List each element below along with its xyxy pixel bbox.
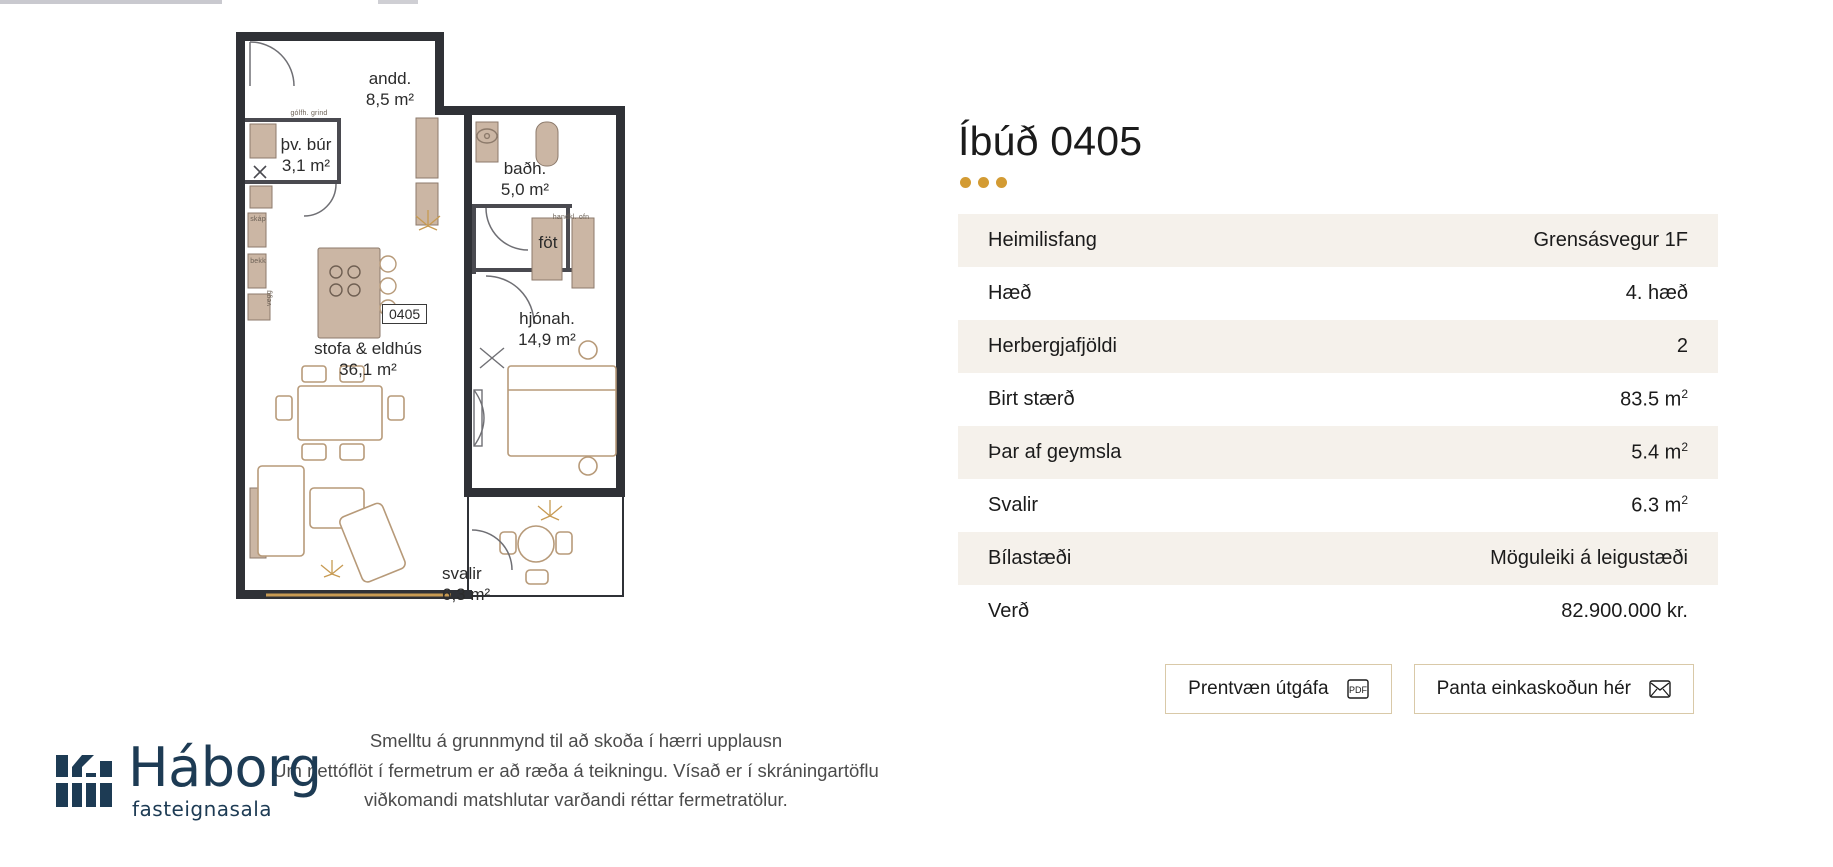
room-label-stofa-eldhus: stofa & eldhús 36,1 m² xyxy=(314,339,422,380)
table-row xyxy=(958,214,1718,267)
tab-remnant-left xyxy=(0,0,222,4)
spec-value: 4. hæð xyxy=(1625,282,1688,304)
micro-label-vegg: vegg xyxy=(266,290,273,306)
logo-subtitle: fasteignasala xyxy=(132,797,273,821)
browser-tab-strip xyxy=(0,0,1833,6)
action-buttons xyxy=(958,664,1718,714)
table-row xyxy=(958,585,1718,638)
micro-label-bekk: bekk xyxy=(250,258,266,265)
spec-value: 83.5 $m^2$ xyxy=(1620,387,1688,411)
spec-value: 6.3 $m^2$ xyxy=(1631,493,1688,517)
spec-key: Hæð xyxy=(988,282,1032,304)
room-label-fot: föt xyxy=(538,233,558,252)
listing-details-panel xyxy=(958,118,1748,714)
unit-number-badge: 0405 xyxy=(382,304,427,324)
spec-key: Bílastæði xyxy=(988,547,1072,569)
spec-value: 2 xyxy=(1676,335,1688,357)
table-row xyxy=(958,373,1718,426)
accent-dot-1 xyxy=(960,177,971,188)
spec-value: 5.4 $m^2$ xyxy=(1631,440,1688,464)
spec-key: Þar af geymsla xyxy=(988,441,1122,463)
micro-label-handklaedaofn: handkl. ofn xyxy=(552,214,590,221)
pdf-icon xyxy=(1347,679,1369,699)
page-title: Íbúð 0405 xyxy=(958,118,1143,164)
spec-key: Herbergjafjöldi xyxy=(988,335,1117,357)
accent-dot-2 xyxy=(978,177,989,188)
print-version-button[interactable] xyxy=(1165,664,1391,714)
caption-line-2: Um nettóflöt í fermetrum er að ræða á teikningu. Vísað er í skráningartöflu viðkomandi matshlutar varðandi réttar fermetratölur. xyxy=(273,759,879,811)
spec-value: Möguleiki á leigustæði xyxy=(1490,547,1688,569)
specs-table xyxy=(958,214,1718,638)
micro-label-skap: skáp xyxy=(250,216,266,223)
room-label-badherbergi: baðh. 5,0 m² xyxy=(500,159,550,200)
spec-key: Birt stærð xyxy=(988,388,1075,410)
tab-remnant-right xyxy=(378,0,418,4)
table-row xyxy=(958,320,1718,373)
book-viewing-button[interactable] xyxy=(1414,664,1694,714)
haborg-mark-icon xyxy=(52,747,118,813)
viewing-button-label: Panta einkaskoðun hér xyxy=(1436,678,1631,699)
accent-dot-3 xyxy=(996,177,1007,188)
table-row xyxy=(958,267,1718,320)
spec-value: 82.900.000 kr. xyxy=(1561,600,1688,622)
micro-label-golfhitagrind: gólfh. grind xyxy=(290,110,328,117)
caption-line-1: Smelltu á grunnmynd til að skoða í hærri upplausn xyxy=(369,730,783,751)
envelope-icon xyxy=(1649,680,1671,698)
logo-name: Háborg xyxy=(128,736,322,799)
spec-key: Verð xyxy=(988,600,1030,622)
room-label-anddyri: andd. 8,5 m² xyxy=(365,69,415,110)
svg-text:PDF: PDF xyxy=(1348,685,1367,695)
company-logo[interactable] xyxy=(52,735,362,825)
table-row xyxy=(958,532,1718,585)
room-label-svalir: svalir 6,3 m² xyxy=(442,564,491,605)
room-label-thvottahus: þv. búr 3,1 m² xyxy=(280,135,332,176)
room-label-hjonaherbergi: hjónah. 14,9 m² xyxy=(518,309,576,350)
spec-value: Grensásvegur 1F xyxy=(1533,229,1688,251)
logo-text-block xyxy=(128,736,322,821)
print-button-label: Prentvæn útgáfa xyxy=(1188,678,1329,699)
spec-key: Heimilisfang xyxy=(988,229,1097,251)
spec-key: Svalir xyxy=(988,494,1039,516)
table-row xyxy=(958,426,1718,479)
accent-dots xyxy=(960,177,1748,188)
table-row xyxy=(958,479,1718,532)
floorplan[interactable] xyxy=(236,18,736,718)
